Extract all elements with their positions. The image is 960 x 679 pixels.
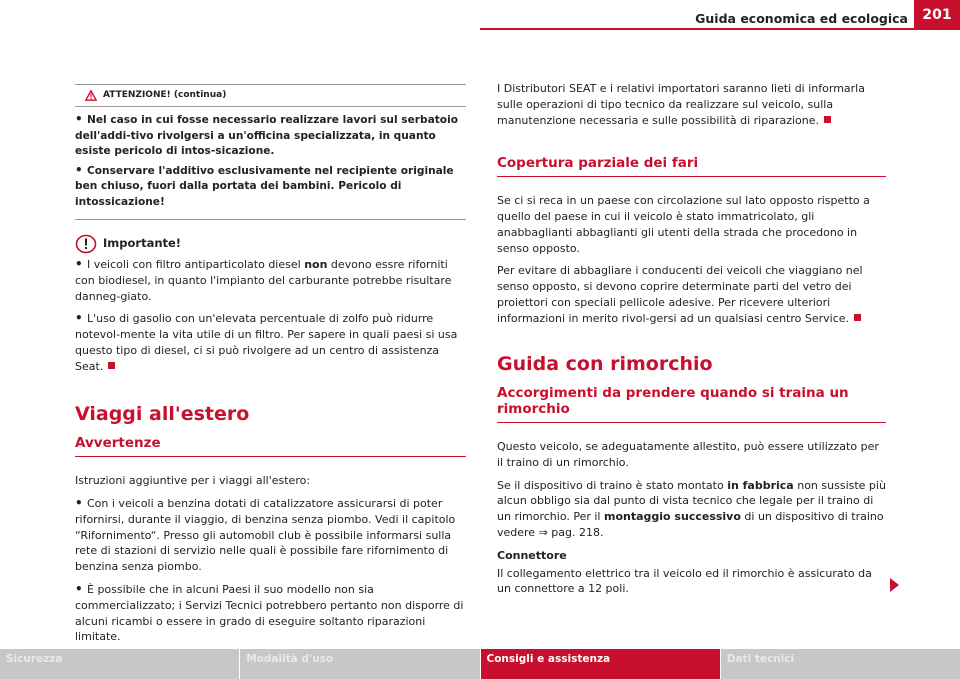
list-item: • Con i veicoli a benzina dotati di catalizzatore assicurarsi di poter rifornirsi, durante il viaggio, di benzina senza piombo. Vedi il capitolo “Rifornimento“. Presso gli automobil club è possibile informarsi sulla rete di stazioni di servizio nelle quali è possibile fare rifornimento di benzina senza piombo. (75, 495, 456, 574)
section-heading: Viaggi all'estero (75, 402, 250, 425)
warning-header (75, 85, 466, 107)
tab-consigli-assistenza[interactable]: Consigli e assistenza (481, 649, 720, 679)
connector-heading: Connettore (497, 548, 567, 562)
bullet-icon: • (75, 257, 83, 271)
section-heading: Guida con rimorchio (497, 352, 713, 375)
warning-title: ATTENZIONE! (continua) (103, 89, 227, 100)
warning-item: • Conservare l'additivo esclusivamente nel recipiente originale ben chiuso, fuori dalla portata dei bambini. Pericolo di intossicazione! (75, 162, 454, 208)
subsection-heading: Avvertenze (75, 436, 466, 457)
subsection-heading: Accorgimenti da prendere quando si traina un rimorchio (497, 386, 886, 423)
footer-nav (0, 649, 960, 679)
important-title: Importante! (103, 236, 182, 251)
bullet-icon: • (75, 311, 83, 326)
next-page-arrow-icon[interactable] (890, 578, 899, 592)
chapter-title: Guida economica ed ecologica (695, 11, 908, 26)
paragraph: Per evitare di abbagliare i conducenti dei veicoli che viaggiano nel senso opposto, si devono coprire determinate parti del vetro dei proiettori con speciali pellicole adesive. Per ricevere ulteriori informazioni in merito rivol-gersi ad un qualsiasi centro Service. (497, 264, 863, 325)
tab-dati-tecnici[interactable]: Dati tecnici (721, 649, 960, 679)
important-header (75, 234, 466, 254)
warning-triangle-icon (85, 90, 97, 101)
bullet-icon: • (75, 162, 83, 177)
subsection-heading: Copertura parziale dei fari (497, 156, 886, 177)
paragraph: Questo veicolo, se adeguatamente allestito, può essere utilizzato per il traino di un rimorchio. (497, 439, 879, 469)
important-paragraph: • L'uso di gasolio con un'elevata percentuale di zolfo può ridurre notevol-mente la vita utile di un filtro. Per sapere in quali paesi si usa questo tipo di diesel, ci si può rivolgere ad un centro di assistenza Seat. (75, 311, 458, 373)
paragraph: Se il dispositivo di traino è stato montato in fabbrica non sussiste più alcun obbligo sia dal punto di vista tecnico che legale per il traino di un rimorchio. Per il montaggio successivo di un dispositivo di traino vedere ⇒ pag. 218. (497, 478, 886, 539)
important-icon (75, 234, 97, 254)
warning-box (75, 84, 466, 220)
tab-modalita-uso[interactable]: Modalità d'uso (240, 649, 479, 679)
paragraph: I Distributori SEAT e i relativi importatori saranno lieti di informarla sulle operazioni di tipo tecnico da realizzare sul veicolo, sulla manutenzione necessaria e sulle possibilità di riparazione. (497, 82, 865, 127)
bullet-icon: • (75, 495, 83, 510)
bullet-icon: • (75, 581, 83, 596)
warning-item: • Nel caso in cui fosse necessario realizzare lavori sul serbatoio dell'addi-tivo rivolgersi a un'officina specializzata, in quanto esiste pericolo di intos-sicazione. (75, 112, 458, 157)
page-number: 201 (914, 0, 960, 30)
intro-text: Istruzioni aggiuntive per i viaggi all'estero: (75, 474, 311, 488)
paragraph: Se ci si reca in un paese con circolazione sul lato opposto rispetto a quello del paese in cui il veicolo è stato immatricolato, gli anabbaglianti abbaglianti gli utenti della strada che procedono in senso opposto. (497, 194, 870, 255)
end-mark-icon (824, 116, 831, 123)
warning-body (75, 107, 466, 219)
left-column (75, 84, 466, 652)
paragraph: Il collegamento elettrico tra il veicolo ed il rimorchio è assicurato da un connettore a 12 poli. (497, 566, 872, 596)
end-mark-icon (108, 362, 115, 369)
bullet-icon: • (75, 112, 83, 126)
list-item: • È possibile che in alcuni Paesi il suo modello non sia commercializzato; i Servizi Tecnici potrebbero pertanto non disporre di alcuni ricambi o essere in grado di eseguire soltanto riparazioni limitate. (75, 581, 464, 644)
right-column (497, 81, 886, 604)
page-header (0, 0, 960, 32)
important-paragraph: • I veicoli con filtro antiparticolato diesel non devono essre riforniti con biodiesel, in quanto l'impianto del carburante potrebbe risultare danneg-giato. (75, 257, 452, 303)
tab-sicurezza[interactable]: Sicurezza (0, 649, 239, 679)
end-mark-icon (854, 314, 861, 321)
header-rule (480, 28, 960, 30)
